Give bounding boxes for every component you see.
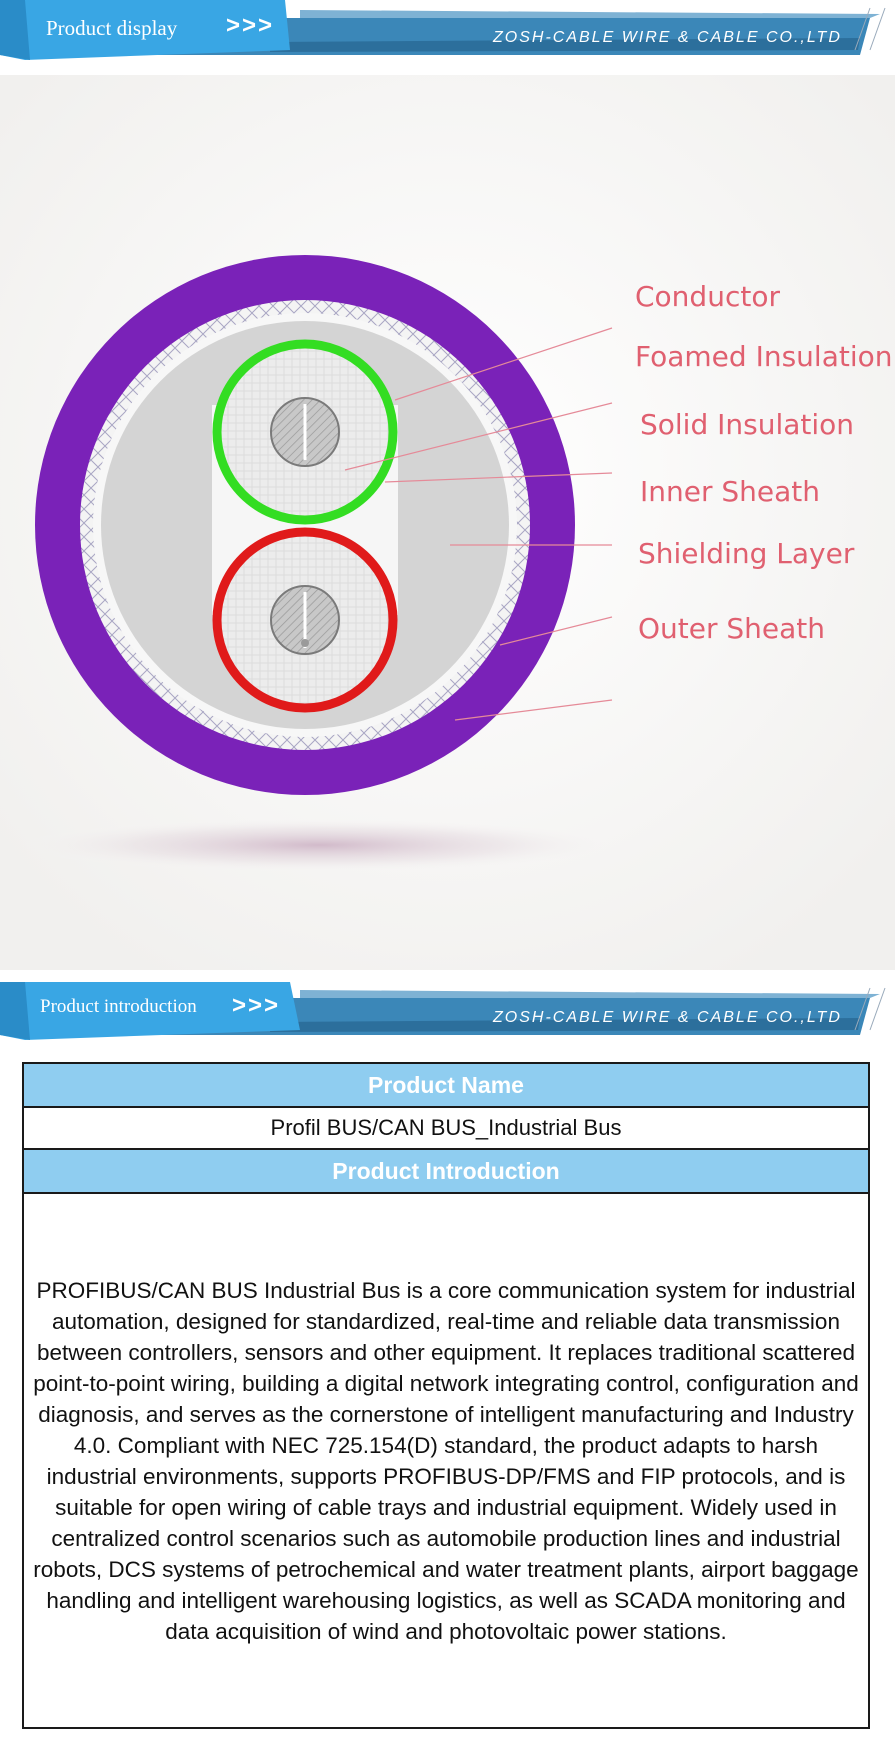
- label-conductor: Conductor: [635, 280, 780, 313]
- cable-cross-section-diagram: [0, 75, 895, 970]
- company-name: ZOSH-CABLE WIRE & CABLE CO.,LTD: [493, 1009, 842, 1026]
- product-display-banner: [0, 0, 895, 80]
- banner-title: Product display: [46, 16, 178, 40]
- banner-arrows: >>>: [232, 992, 281, 1019]
- banner-arrows: >>>: [226, 12, 275, 39]
- product-introduction-cell: [24, 1194, 868, 1727]
- product-name-header: Product Name: [24, 1064, 868, 1108]
- company-name: ZOSH-CABLE WIRE & CABLE CO.,LTD: [493, 29, 842, 46]
- label-outer-sheath: Outer Sheath: [638, 612, 826, 645]
- label-solid-insulation: Solid Insulation: [640, 408, 855, 441]
- label-shielding-layer: Shielding Layer: [638, 537, 855, 570]
- cable-diagram-svg: [0, 75, 895, 970]
- product-info-table: [22, 1062, 870, 1729]
- banner-title: Product introduction: [40, 996, 197, 1017]
- product-introduction-text: PROFIBUS/CAN BUS Industrial Bus is a core communication system for industrial automation, designed for standardized, real-time and reliable data transmission between controllers, sensors and other equipment. It replaces traditional scattered point-to-point wiring, building a digital network integrating control, configuration and diagnosis, and serves as the cornerstone of intelligent manufacturing and Industry 4.0. Compliant with NEC 725.154(D) standard, the product adapts to harsh industrial environments, supports PROFIBUS-DP/FMS and FIP protocols, and is suitable for open wiring of cable trays and industrial equipment. Widely used in centralized control scenarios such as automobile production lines and industrial robots, DCS systems of petrochemical and water treatment plants, airport baggage handling and intelligent warehousing logistics, as well as SCADA monitoring and data acquisition of wind and photovoltaic power stations.: [33, 1277, 859, 1644]
- label-foamed-insulation: Foamed Insulation: [635, 340, 893, 373]
- product-introduction-banner: [0, 980, 895, 1060]
- label-inner-sheath: Inner Sheath: [640, 475, 821, 508]
- product-introduction-header: Product Introduction: [24, 1150, 868, 1194]
- product-name-value: Profil BUS/CAN BUS_Industrial Bus: [24, 1108, 868, 1150]
